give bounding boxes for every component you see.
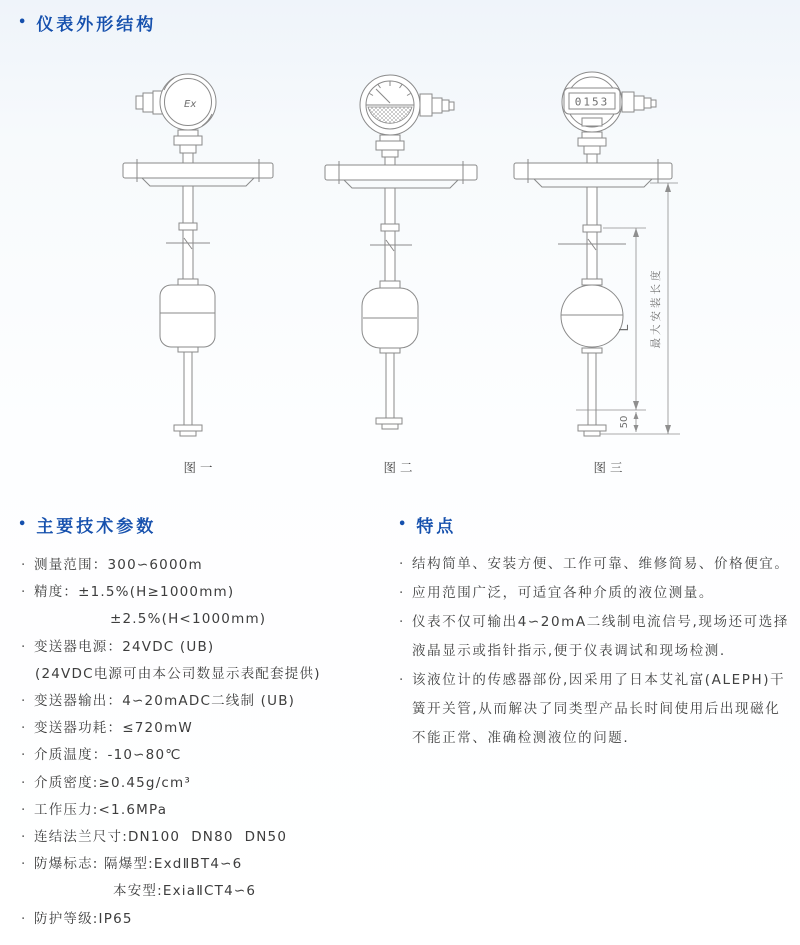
param-text: 介质温度：-10∽80℃ xyxy=(34,747,182,764)
figure-2-caption: 图二 xyxy=(383,460,417,475)
fig1-ex-label: Ex xyxy=(184,99,197,110)
param-row-power xyxy=(20,634,395,661)
figure-3-drawing xyxy=(500,60,720,455)
param-text: 变送器输出：4∽20mADC二线制 (UB) xyxy=(34,693,296,710)
fig3-transmitter-head xyxy=(562,72,622,132)
feature-text: 仪表不仅可输出4∽20mA二线制电流信号,现场还可选择液晶显示或指针指示,便于仪表调试和现场检测. xyxy=(412,614,789,659)
param-row-flange-size xyxy=(20,824,395,851)
fig1-float xyxy=(160,279,215,352)
title-bullet-icon: • xyxy=(18,517,27,532)
bullet-dot: · xyxy=(399,614,405,630)
bullet-dot: · xyxy=(21,910,27,927)
param-text: 工作压力:<1.6MPa xyxy=(34,801,168,818)
param-text: 精度：±1.5%(H≥1000mm) xyxy=(34,584,235,601)
param-text: 变送器电源：24VDC (UB) xyxy=(34,638,215,655)
param-row-medium-temp xyxy=(20,742,395,769)
fig3-dim-50-label: 50 xyxy=(619,415,630,429)
section-title-params xyxy=(18,512,156,537)
bullet-dot: · xyxy=(21,720,27,737)
param-row-range xyxy=(20,552,395,579)
section-title-features xyxy=(398,512,456,537)
param-text: ±2.5%(H<1000mm) xyxy=(110,611,267,628)
feature-item xyxy=(398,579,792,608)
feature-text: 结构简单、安装方便、工作可靠、维修简易、价格便宜。 xyxy=(412,556,790,572)
param-row-ip-rating xyxy=(20,906,395,933)
figure-2 xyxy=(300,60,500,476)
fig3-neck xyxy=(578,132,606,163)
bullet-dot: · xyxy=(399,672,405,688)
features-list xyxy=(398,550,792,753)
figure-3 xyxy=(500,60,720,476)
section-title-text: 仪表外形结构 xyxy=(36,15,157,35)
fig2-guide-tube xyxy=(370,188,412,281)
param-text: (24VDC电源可由本公司数显示表配套提供) xyxy=(35,665,321,682)
section-title-structure xyxy=(18,10,156,35)
bullet-dot: · xyxy=(399,556,405,572)
feature-item xyxy=(398,666,792,753)
fig2-transmitter-head xyxy=(360,75,420,135)
feature-text: 该液位计的传感器部份,因采用了日本艾礼富(ALEPH)干簧开关管,从而解决了同类型产品长时间使用后出现磁化不能正常、准确检测液位的问题. xyxy=(412,672,786,746)
figure-1 xyxy=(100,60,300,476)
param-text: 介质密度:≥0.45g/cm³ xyxy=(34,774,192,791)
section-title-text: 特点 xyxy=(416,517,457,537)
feature-item xyxy=(398,550,792,579)
figure-2-drawing xyxy=(300,60,500,455)
fig3-flange xyxy=(514,159,672,187)
param-row-output xyxy=(20,688,395,715)
fig3-lower-rod xyxy=(578,353,606,436)
bullet-dot: · xyxy=(399,585,405,601)
param-row-exproof xyxy=(20,851,395,878)
bullet-dot: · xyxy=(21,774,27,791)
bullet-dot: · xyxy=(21,557,27,573)
fig1-cable-entry xyxy=(136,91,163,114)
fig1-guide-tube xyxy=(166,186,210,279)
bullet-dot: · xyxy=(21,693,27,710)
params-list xyxy=(20,552,395,933)
fig3-ball-float xyxy=(561,279,623,353)
fig2-lower-rod xyxy=(376,353,402,429)
param-text: 本安型:ExiaⅡCT4∽6 xyxy=(113,883,257,900)
param-text: 变送器功耗：≤720mW xyxy=(34,720,193,737)
fig2-float xyxy=(362,281,418,353)
fig3-dim-max-label: 最大安装长度 xyxy=(650,267,662,349)
title-bullet-icon: • xyxy=(18,15,27,30)
bullet-dot: · xyxy=(21,638,27,655)
param-row-exproof2 xyxy=(20,878,395,905)
fig3-dim-l-label: L xyxy=(617,324,631,332)
param-text: 连结法兰尺寸:DN100 DN80 DN50 xyxy=(34,829,288,846)
fig3-guide-tube xyxy=(558,187,626,279)
title-bullet-icon: • xyxy=(398,517,407,532)
fig1-lower-rod xyxy=(174,352,202,436)
fig1-neck xyxy=(174,130,202,163)
fig1-flange xyxy=(123,159,273,186)
param-row-consumption xyxy=(20,715,395,742)
fig2-neck xyxy=(376,135,404,165)
fig2-flange xyxy=(325,161,477,188)
feature-text: 应用范围广泛，可适宜各种介质的液位测量。 xyxy=(412,585,714,601)
param-row-accuracy2 xyxy=(20,606,395,633)
fig2-cable-entry xyxy=(420,94,454,116)
bullet-dot: · xyxy=(21,856,27,873)
bullet-dot: · xyxy=(21,801,27,818)
param-row-accuracy xyxy=(20,579,395,606)
param-row-power-note xyxy=(20,661,395,688)
param-text: 测量范围：300∽6000m xyxy=(34,557,203,573)
param-text: 防护等级:IP65 xyxy=(34,910,133,927)
figure-1-caption: 图一 xyxy=(183,460,217,475)
fig3-display-digits: 0153 xyxy=(574,95,610,109)
fig1-transmitter-head xyxy=(160,74,216,130)
param-row-medium-density xyxy=(20,770,395,797)
bullet-dot: · xyxy=(21,584,27,601)
fig3-cable-entry xyxy=(622,92,656,112)
feature-item xyxy=(398,608,792,666)
bullet-dot: · xyxy=(21,829,27,846)
param-row-pressure xyxy=(20,797,395,824)
figure-3-caption: 图三 xyxy=(593,460,627,475)
bullet-dot: · xyxy=(21,747,27,764)
figure-1-drawing xyxy=(100,60,300,455)
section-title-text: 主要技术参数 xyxy=(36,517,157,537)
param-text: 防爆标志: 隔爆型:ExdⅡBT4∽6 xyxy=(34,856,243,873)
